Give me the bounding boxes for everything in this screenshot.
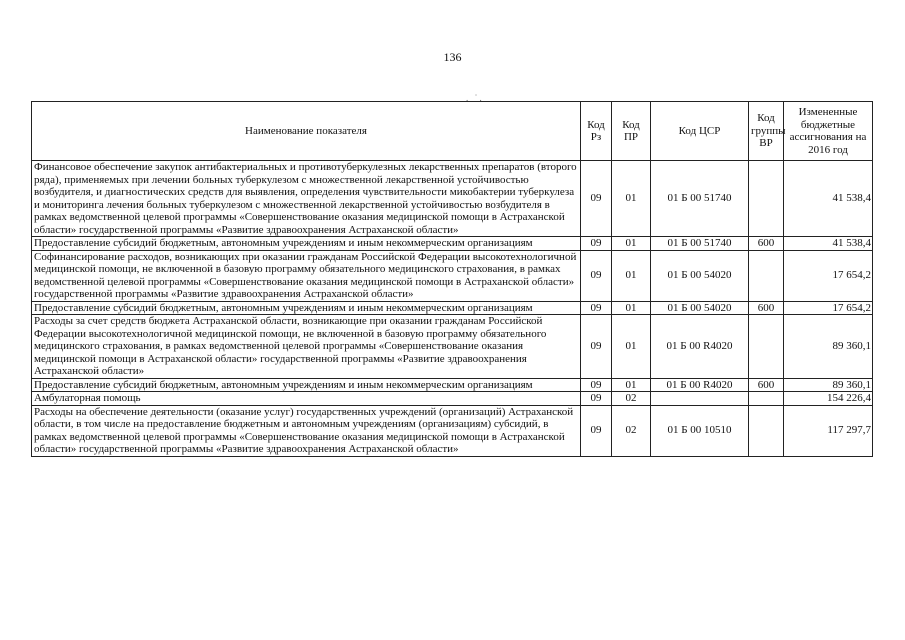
- row-rz: 09: [581, 237, 612, 251]
- row-pr: 01: [612, 315, 651, 379]
- header-rz: Код Рз: [581, 102, 612, 161]
- row-pr: 01: [612, 250, 651, 301]
- header-name: Наименование показателя: [32, 102, 581, 161]
- table-row: [32, 237, 873, 251]
- row-pr: 01: [612, 301, 651, 315]
- table-row: [32, 161, 873, 237]
- row-name: Расходы за счет средств бюджета Астраханской области, возникающие при оказании гражданам Российской Федерации высокотехнологичной медицинской помощи, не включенной в базовую программу обязательного медицинского страхования, в рамках ведомственной целевой программы «Совершенствование оказания медицинской помощи в Астраханской области» государственной программы «Развитие здравоохранения Астраханской области»: [32, 315, 581, 379]
- row-vr: [749, 250, 784, 301]
- row-pr: 02: [612, 392, 651, 406]
- row-csr: 01 Б 00 54020: [651, 250, 749, 301]
- row-name: Расходы на обеспечение деятельности (оказание услуг) государственных учреждений (организаций) Астраханской области, в том числе на предоставление бюджетным и автономным учреждениям (организациям) субсидий, в рамках ведомственной целевой программы «Совершенствование оказания медицинской помощи в Астраханской области» государственной программы «Развитие здравоохранения Астраханской области»: [32, 405, 581, 456]
- row-rz: 09: [581, 315, 612, 379]
- row-vr: [749, 161, 784, 237]
- row-vr: [749, 392, 784, 406]
- row-name: Софинансирование расходов, возникающих при оказании гражданам Российской Федерации высокотехнологичной медицинской помощи, не включенной в базовую программу обязательного медицинского страхования, в рамках ведомственной целевой программы «Совершенствование оказания медицинской помощи в Астраханской области» государственной программы «Развитие здравоохранения Астраханской области»: [32, 250, 581, 301]
- row-csr: 01 Б 00 51740: [651, 237, 749, 251]
- row-csr: 01 Б 00 54020: [651, 301, 749, 315]
- header-pr: Код ПР: [612, 102, 651, 161]
- row-vr: 600: [749, 237, 784, 251]
- row-rz: 09: [581, 392, 612, 406]
- row-pr: 01: [612, 161, 651, 237]
- row-rz: 09: [581, 301, 612, 315]
- row-sum: 117 297,7: [784, 405, 873, 456]
- table-row: [32, 392, 873, 406]
- table-row: [32, 315, 873, 379]
- row-vr: 600: [749, 301, 784, 315]
- row-name: Предоставление субсидий бюджетным, автономным учреждениям и иным некоммерческим организациям: [32, 301, 581, 315]
- row-sum: 17 654,2: [784, 301, 873, 315]
- row-rz: 09: [581, 161, 612, 237]
- row-name: Предоставление субсидий бюджетным, автономным учреждениям и иным некоммерческим организациям: [32, 378, 581, 392]
- scan-speck: . ˙.: [466, 93, 484, 103]
- row-csr: 01 Б 00 10510: [651, 405, 749, 456]
- row-sum: 41 538,4: [784, 237, 873, 251]
- row-name: Предоставление субсидий бюджетным, автономным учреждениям и иным некоммерческим организациям: [32, 237, 581, 251]
- row-rz: 09: [581, 378, 612, 392]
- row-csr: [651, 392, 749, 406]
- header-vr: Код группы ВР: [749, 102, 784, 161]
- row-pr: 02: [612, 405, 651, 456]
- row-csr: 01 Б 00 51740: [651, 161, 749, 237]
- row-csr: 01 Б 00 R4020: [651, 378, 749, 392]
- budget-table: [31, 101, 873, 457]
- table-header-row: [32, 102, 873, 161]
- table-row: [32, 405, 873, 456]
- row-csr: 01 Б 00 R4020: [651, 315, 749, 379]
- row-vr: [749, 315, 784, 379]
- row-sum: 154 226,4: [784, 392, 873, 406]
- row-sum: 41 538,4: [784, 161, 873, 237]
- table-row: [32, 378, 873, 392]
- row-pr: 01: [612, 378, 651, 392]
- row-sum: 89 360,1: [784, 378, 873, 392]
- header-csr: Код ЦСР: [651, 102, 749, 161]
- table-row: [32, 250, 873, 301]
- table-row: [32, 301, 873, 315]
- row-vr: 600: [749, 378, 784, 392]
- row-name: Амбулаторная помощь: [32, 392, 581, 406]
- row-rz: 09: [581, 405, 612, 456]
- row-name: Финансовое обеспечение закупок антибактериальных и противотуберкулезных лекарственных препаратов (второго ряда), применяемых при лечении больных туберкулезом с множественной лекарственной устойчивостью возбудителя, и диагностических средств для выявления, определения чувствительности микобактерии туберкулеза и мониторинга лечения больных туберкулезом с множественной лекарственной устойчивостью возбудителя в рамках ведомственной целевой программы «Совершенствование оказания медицинской помощи в Астраханской области» государственной программы «Развитие здравоохранения Астраханской области»: [32, 161, 581, 237]
- row-sum: 89 360,1: [784, 315, 873, 379]
- row-rz: 09: [581, 250, 612, 301]
- header-sum: Измененные бюджетные ассигнования на 2016 год: [784, 102, 873, 161]
- row-sum: 17 654,2: [784, 250, 873, 301]
- row-pr: 01: [612, 237, 651, 251]
- page-number: 136: [443, 50, 462, 64]
- row-vr: [749, 405, 784, 456]
